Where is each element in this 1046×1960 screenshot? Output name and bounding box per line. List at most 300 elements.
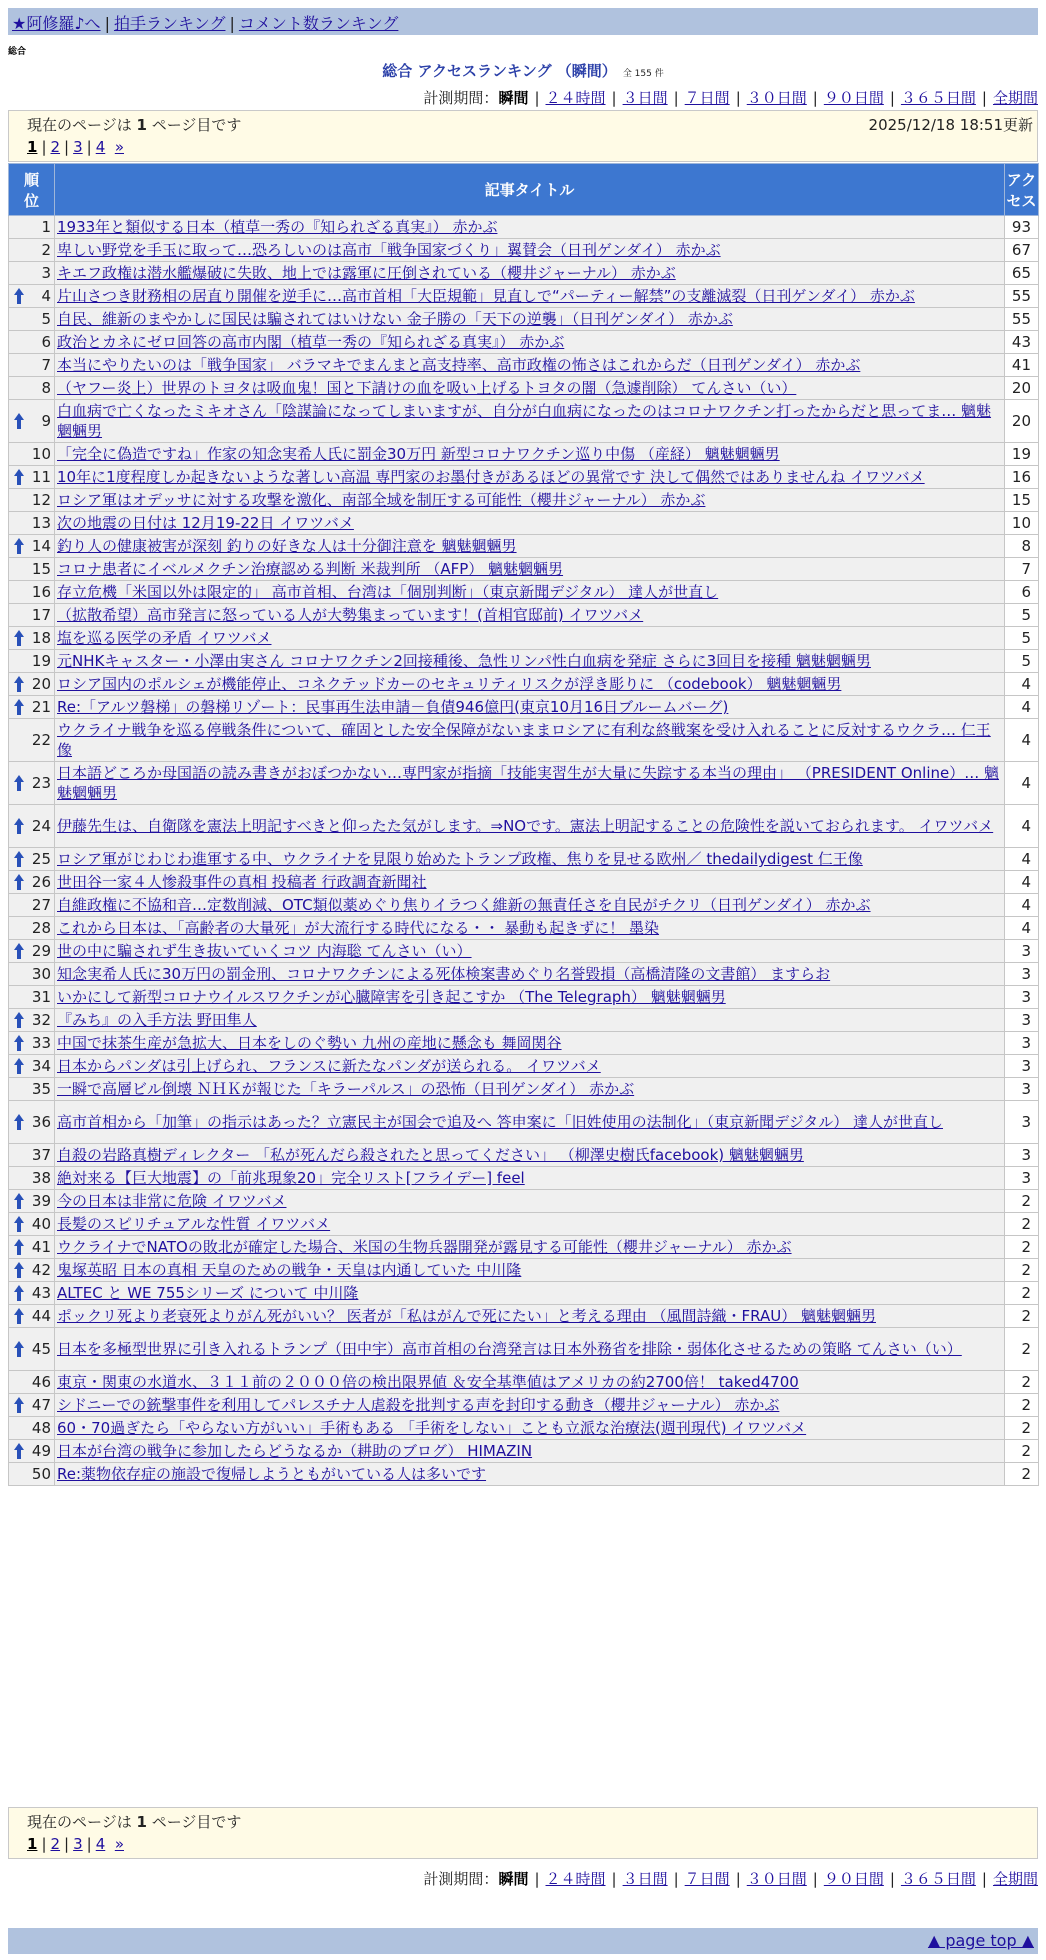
rank-number: 14 <box>31 537 51 555</box>
article-title-link[interactable]: いかにして新型コロナウイルスワクチンが心臓障害を引き起こすか （The Telegraph） 魑魅魍魎男 <box>57 988 726 1006</box>
rank-cell <box>9 604 55 627</box>
nav-link-asyura[interactable]: ★阿修羅♪へ <box>12 14 101 33</box>
access-count: 3 <box>1005 1167 1039 1190</box>
title-cell <box>55 650 1005 673</box>
article-title-link[interactable]: Re:「アルツ磐梯」の磐梯リゾート：民事再生法申請－負債946億円(東京10月16日ブルームバーグ) <box>57 698 729 716</box>
period-current: 瞬間 <box>498 89 529 107</box>
up-arrow-icon <box>13 412 25 430</box>
rank-cell <box>9 1101 55 1144</box>
article-title-link[interactable]: 日本を多極型世界に引き入れるトランプ（田中宇）高市首相の台湾発言は日本外務省を排除・弱体化させるための策略 てんさい（い） <box>57 1340 962 1358</box>
up-arrow-icon <box>13 1340 25 1358</box>
period-option[interactable]: ３６５日間 <box>900 89 976 107</box>
period-option[interactable]: ９０日間 <box>823 89 884 107</box>
title-cell <box>55 696 1005 719</box>
access-count: 3 <box>1005 1009 1039 1032</box>
rank-number: 40 <box>31 1215 51 1233</box>
table-row <box>9 673 1039 696</box>
period-separator: | <box>611 1870 617 1888</box>
table-row <box>9 558 1039 581</box>
nav-separator: | <box>104 14 110 33</box>
article-title-link[interactable]: 次の地震の日付は 12月19-22日 イワツバメ <box>57 514 354 532</box>
article-title-link[interactable]: 元NHKキャスター・小澤由実さん コロナワクチン2回接種後、急性リンパ性白血病を発症 さらに3回目を接種 魑魅魍魎男 <box>57 652 871 670</box>
article-title-link[interactable]: 日本が台湾の戦争に参加したらどうなるか（耕助のブログ） HIMAZIN <box>57 1442 533 1460</box>
page-separator: | <box>64 138 70 156</box>
article-title-link[interactable]: 60・70過ぎたら「やらない方がいい」手術もある 「手術をしない」ことも立派な治療法(週刊現代) イワツバメ <box>57 1419 807 1437</box>
rank-number: 44 <box>31 1307 51 1325</box>
rank-number: 37 <box>31 1146 51 1164</box>
ranking-title <box>0 60 1046 81</box>
article-title-link[interactable]: 卑しい野党を手玉に取って…恐ろしいのは高市「戦争国家づくり」翼賛会（日刊ゲンダイ） 赤かぶ <box>57 241 721 259</box>
up-arrow-icon <box>13 1284 25 1302</box>
access-count: 2 <box>1005 1371 1039 1394</box>
table-row <box>9 535 1039 558</box>
title-cell <box>55 512 1005 535</box>
nav-link-comment-ranking[interactable]: コメント数ランキング <box>238 14 399 33</box>
rank-cell <box>9 466 55 489</box>
rank-cell <box>9 1167 55 1190</box>
table-row <box>9 443 1039 466</box>
article-title-link[interactable]: 「完全に偽造ですね」作家の知念実希人氏に罰金30万円 新型コロナワクチン巡り中傷 （産経） 魑魅魍魎男 <box>57 445 780 463</box>
rank-number: 6 <box>41 333 51 351</box>
rank-cell <box>9 894 55 917</box>
access-count: 4 <box>1005 894 1039 917</box>
table-row <box>9 1440 1039 1463</box>
rank-number: 24 <box>31 817 51 835</box>
title-cell <box>55 262 1005 285</box>
page-info-top <box>8 110 1038 162</box>
rank-number: 19 <box>31 652 51 670</box>
table-row <box>9 871 1039 894</box>
title-cell <box>55 963 1005 986</box>
title-cell <box>55 331 1005 354</box>
access-count: 2 <box>1005 1190 1039 1213</box>
rank-cell <box>9 805 55 848</box>
table-row <box>9 489 1039 512</box>
up-arrow-icon <box>13 468 25 486</box>
rank-cell <box>9 512 55 535</box>
current-page-number: 1 <box>136 116 147 134</box>
rank-cell <box>9 1236 55 1259</box>
rank-cell <box>9 377 55 400</box>
article-title-link[interactable]: ロシア国内のポルシェが機能停止、コネクテッドカーのセキュリティリスクが浮き彫りに （codebook） 魑魅魍魎男 <box>57 675 842 693</box>
up-arrow-icon <box>13 1215 25 1233</box>
period-option[interactable]: ７日間 <box>684 1870 730 1888</box>
title-cell <box>55 986 1005 1009</box>
rank-cell <box>9 986 55 1009</box>
header-rank-line1: 順 <box>23 170 39 189</box>
pagination-bottom <box>27 1835 124 1853</box>
up-arrow-icon <box>13 1113 25 1131</box>
access-count: 4 <box>1005 871 1039 894</box>
up-arrow-icon <box>13 1261 25 1279</box>
rank-number: 25 <box>31 850 51 868</box>
rank-cell <box>9 1190 55 1213</box>
rank-cell <box>9 443 55 466</box>
title-cell <box>55 581 1005 604</box>
article-title-link[interactable]: 絶対来る【巨大地震】の「前兆現象20」完全リスト[フライデー] feel <box>57 1169 525 1187</box>
article-title-link[interactable]: 世の中に騙されず生き抜いていくコツ 内海聡 てんさい（い） <box>57 942 472 960</box>
title-cell <box>55 673 1005 696</box>
period-option[interactable]: ３０日間 <box>746 89 807 107</box>
period-separator: | <box>534 1870 540 1888</box>
access-count: 16 <box>1005 466 1039 489</box>
rank-cell <box>9 627 55 650</box>
title-cell <box>55 604 1005 627</box>
current-page-prefix-bottom: 現在のページは <box>27 1813 132 1831</box>
access-count: 2 <box>1005 1328 1039 1371</box>
rank-cell <box>9 1259 55 1282</box>
title-cell <box>55 1440 1005 1463</box>
rank-cell <box>9 308 55 331</box>
table-row <box>9 216 1039 239</box>
access-count: 2 <box>1005 1282 1039 1305</box>
rank-number: 10 <box>31 445 51 463</box>
period-separator: | <box>981 1870 987 1888</box>
title-cell <box>55 1463 1005 1486</box>
rank-cell <box>9 354 55 377</box>
rank-cell <box>9 1371 55 1394</box>
access-count: 2 <box>1005 1259 1039 1282</box>
table-row <box>9 894 1039 917</box>
article-title-link[interactable]: シドニーでの銃撃事件を利用してパレスチナ人虐殺を批判する声を封印する動き（櫻井ジャーナル） 赤かぶ <box>57 1396 780 1414</box>
pagination-top <box>27 138 124 156</box>
title-cell <box>55 1101 1005 1144</box>
title-cell <box>55 489 1005 512</box>
article-title-link[interactable]: コロナ患者にイベルメクチン治療認める判断 米裁判所 （AFP） 魑魅魍魎男 <box>57 560 564 578</box>
table-row <box>9 400 1039 443</box>
rank-cell <box>9 1440 55 1463</box>
article-title-link[interactable]: 1933年と類似する日本（植草一秀の『知られざる真実』） 赤かぶ <box>57 218 498 236</box>
rank-cell <box>9 917 55 940</box>
access-count: 3 <box>1005 986 1039 1009</box>
access-count: 93 <box>1005 216 1039 239</box>
ranking-total-count: 全 155 件 <box>622 69 664 79</box>
rank-cell <box>9 558 55 581</box>
table-row <box>9 848 1039 871</box>
article-title-link[interactable]: 長髪のスピリチュアルな性質 イワツバメ <box>57 1215 331 1233</box>
article-title-link[interactable]: 釣り人の健康被害が深刻 釣りの好きな人は十分御注意を 魑魅魍魎男 <box>57 537 517 555</box>
period-option[interactable]: ３日間 <box>622 89 668 107</box>
access-count: 4 <box>1005 805 1039 848</box>
header-title: 記事タイトル <box>55 164 1005 216</box>
rank-number: 41 <box>31 1238 51 1256</box>
table-row <box>9 1236 1039 1259</box>
article-title-link[interactable]: 知念実希人氏に30万円の罰金刑、コロナワクチンによる死体検案書めぐり名誉毀損（高橋清隆の文書館） ますらお <box>57 965 831 983</box>
title-cell <box>55 558 1005 581</box>
page-link[interactable]: 4 <box>95 1835 106 1853</box>
period-separator: | <box>735 89 741 107</box>
period-separator: | <box>673 89 679 107</box>
article-title-link[interactable]: 存立危機「米国以外は限定的」 高市首相、台湾は「個別判断」（東京新聞デジタル） 達人が世直し <box>57 583 719 601</box>
rank-number: 20 <box>31 675 51 693</box>
period-option[interactable]: ７日間 <box>684 89 730 107</box>
period-selector-top <box>423 87 1038 108</box>
title-cell <box>55 1144 1005 1167</box>
article-title-link[interactable]: ウクライナでNATOの敗北が確定した場合、米国の生物兵器開発が露見する可能性（櫻井ジャーナル） 赤かぶ <box>57 1238 792 1256</box>
period-option[interactable]: ３０日間 <box>746 1870 807 1888</box>
rank-number: 31 <box>31 988 51 1006</box>
access-count: 2 <box>1005 1440 1039 1463</box>
table-row <box>9 262 1039 285</box>
page-link[interactable]: 4 <box>95 138 106 156</box>
category-label: 総合 <box>8 47 27 57</box>
current-page-text-bottom <box>27 1811 241 1832</box>
article-title-link[interactable]: Re:薬物依存症の施設で復帰しようともがいている人は多いです <box>57 1465 487 1483</box>
rank-number: 7 <box>41 356 51 374</box>
rank-number: 39 <box>31 1192 51 1210</box>
table-row <box>9 1144 1039 1167</box>
rank-number: 26 <box>31 873 51 891</box>
title-cell <box>55 216 1005 239</box>
period-separator: | <box>812 89 818 107</box>
page-next-link[interactable]: » <box>114 138 124 156</box>
rank-cell <box>9 489 55 512</box>
rank-number: 4 <box>41 287 51 305</box>
title-cell <box>55 1055 1005 1078</box>
header-rank <box>9 164 55 216</box>
rank-cell <box>9 848 55 871</box>
title-cell <box>55 1167 1005 1190</box>
article-title-link[interactable]: 塩を巡る医学の矛盾 イワツバメ <box>57 629 272 647</box>
access-count: 2 <box>1005 1394 1039 1417</box>
rank-cell <box>9 696 55 719</box>
table-row <box>9 1078 1039 1101</box>
access-count: 2 <box>1005 1213 1039 1236</box>
access-count: 4 <box>1005 848 1039 871</box>
table-row <box>9 1259 1039 1282</box>
title-cell <box>55 1213 1005 1236</box>
title-cell <box>55 377 1005 400</box>
table-row <box>9 963 1039 986</box>
article-title-link[interactable]: 自維政権に不協和音…定数削減、OTC類似薬めぐり焦りイラつく維新の無責任さを自民がチクリ（日刊ゲンダイ） 赤かぶ <box>57 896 871 914</box>
rank-number: 29 <box>31 942 51 960</box>
period-separator: | <box>735 1870 741 1888</box>
title-cell <box>55 627 1005 650</box>
rank-cell <box>9 719 55 762</box>
period-option[interactable]: 全期間 <box>992 89 1038 107</box>
page-spacer <box>105 138 115 156</box>
table-row <box>9 308 1039 331</box>
rank-number: 33 <box>31 1034 51 1052</box>
article-title-link[interactable]: キエフ政権は潜水艦爆破に失敗、地上では露軍に圧倒されている（櫻井ジャーナル） 赤かぶ <box>57 264 676 282</box>
access-count: 3 <box>1005 963 1039 986</box>
header-count-line1: アク <box>1006 170 1037 189</box>
table-row <box>9 917 1039 940</box>
page-link[interactable]: 3 <box>73 1835 83 1853</box>
access-count: 55 <box>1005 308 1039 331</box>
rank-number: 11 <box>31 468 51 486</box>
title-cell <box>55 308 1005 331</box>
page-top-link[interactable]: ▲ page top ▲ <box>927 1931 1034 1950</box>
access-count: 4 <box>1005 696 1039 719</box>
access-count: 20 <box>1005 377 1039 400</box>
page-link[interactable]: 3 <box>73 138 83 156</box>
article-title-link[interactable]: 日本語どころか母国語の読み書きがおぼつかない…専門家が指摘「技能実習生が大量に失踪する本当の理由」 （PRESIDENT Online）… 魑魅魍魎男 <box>57 764 999 802</box>
up-arrow-icon <box>13 1192 25 1210</box>
nav-link-clap-ranking[interactable]: 拍手ランキング <box>113 14 226 33</box>
access-count: 55 <box>1005 285 1039 308</box>
page-next-link[interactable]: » <box>114 1835 124 1853</box>
article-title-link[interactable]: ウクライナ戦争を巡る停戦条件について、確固とした安全保障がないままロシアに有利な終戦案を受け入れることに反対するウクラ… 仁王像 <box>57 721 991 759</box>
article-title-link[interactable]: 東京・関東の水道水、３１１前の２０００倍の検出限界値 ＆安全基準値はアメリカの約2700倍！ taked4700 <box>57 1373 799 1391</box>
rank-cell <box>9 762 55 805</box>
rank-number: 16 <box>31 583 51 601</box>
access-count: 5 <box>1005 627 1039 650</box>
table-row <box>9 331 1039 354</box>
article-title-link[interactable]: 鬼塚英昭 日本の真相 天皇のための戦争・天皇は内通していた 中川隆 <box>57 1261 522 1279</box>
title-cell <box>55 871 1005 894</box>
table-row <box>9 1101 1039 1144</box>
up-arrow-icon <box>13 287 25 305</box>
table-row <box>9 650 1039 673</box>
page-separator: | <box>41 1835 47 1853</box>
ranking-title-text: 総合 アクセスランキング （瞬間） <box>382 62 617 80</box>
current-page-number-bottom: 1 <box>136 1813 147 1831</box>
title-cell <box>55 1009 1005 1032</box>
page-current: 1 <box>27 138 38 156</box>
title-cell <box>55 1190 1005 1213</box>
rank-number: 13 <box>31 514 51 532</box>
rank-cell <box>9 673 55 696</box>
header-count-line2: セス <box>1006 191 1037 210</box>
period-option[interactable]: ２４時間 <box>545 89 606 107</box>
up-arrow-icon <box>13 1396 25 1414</box>
up-arrow-icon <box>13 1034 25 1052</box>
rank-number: 9 <box>41 412 51 430</box>
page-current: 1 <box>27 1835 38 1853</box>
article-title-link[interactable]: 自民、維新のまやかしに国民は騙されてはいけない 金子勝の「天下の逆襲」（日刊ゲンダイ） 赤かぶ <box>57 310 733 328</box>
article-title-link[interactable]: 中国で抹茶生産が急拡大、日本をしのぐ勢い 九州の産地に懸念も 舞岡関谷 <box>57 1034 562 1052</box>
rank-cell <box>9 216 55 239</box>
period-option[interactable]: 全期間 <box>992 1870 1038 1888</box>
table-row <box>9 1190 1039 1213</box>
access-count: 4 <box>1005 762 1039 805</box>
article-title-link[interactable]: 『みち』の入手方法 野田隼人 <box>57 1011 257 1029</box>
rank-number: 18 <box>31 629 51 647</box>
table-row <box>9 354 1039 377</box>
access-count: 8 <box>1005 535 1039 558</box>
access-count: 2 <box>1005 1417 1039 1440</box>
rank-number: 45 <box>31 1340 51 1358</box>
article-title-link[interactable]: 世田谷一家４人惨殺事件の真相 投稿者 行政調査新聞社 <box>57 873 427 891</box>
access-count: 2 <box>1005 1305 1039 1328</box>
title-cell <box>55 1032 1005 1055</box>
table-row <box>9 1394 1039 1417</box>
rank-number: 5 <box>41 310 51 328</box>
article-title-link[interactable]: 政治とカネにゼロ回答の高市内閣（植草一秀の『知られざる真実』） 赤かぶ <box>57 333 565 351</box>
article-title-link[interactable]: 本当にやりたいのは「戦争国家」 バラマキでまんまと高支持率、高市政権の怖さはこれからだ（日刊ゲンダイ） 赤かぶ <box>57 356 861 374</box>
title-cell <box>55 762 1005 805</box>
article-title-link[interactable]: 今の日本は非常に危険 イワツバメ <box>57 1192 287 1210</box>
period-option[interactable]: ３６５日間 <box>900 1870 976 1888</box>
title-cell <box>55 1417 1005 1440</box>
table-row <box>9 377 1039 400</box>
table-row <box>9 604 1039 627</box>
rank-number: 43 <box>31 1284 51 1302</box>
article-title-link[interactable]: （ヤフー炎上）世界のトヨタは吸血鬼！国と下請けの血を吸い上げるトヨタの闇（急遽削除） てんさい（い） <box>57 379 797 397</box>
period-separator: | <box>889 1870 895 1888</box>
current-page-suffix-bottom: ページ目です <box>151 1813 242 1831</box>
period-separator: | <box>534 89 540 107</box>
article-title-link[interactable]: これから日本は、「高齢者の大量死」が大流行する時代になる・・ 暴動も起きずに！ 墨染 <box>57 919 660 937</box>
access-count: 7 <box>1005 558 1039 581</box>
table-row <box>9 805 1039 848</box>
rank-number: 50 <box>31 1465 51 1483</box>
page-link[interactable]: 2 <box>50 138 61 156</box>
up-arrow-icon <box>13 629 25 647</box>
rank-number: 30 <box>31 965 51 983</box>
article-title-link[interactable]: 高市首相から「加筆」の指示はあった？立憲民主が国会で追及へ 答申案に「旧姓使用の法制化」（東京新聞デジタル） 達人が世直し <box>57 1113 943 1131</box>
rank-cell <box>9 1282 55 1305</box>
rank-number: 27 <box>31 896 51 914</box>
table-row <box>9 581 1039 604</box>
period-option[interactable]: ３日間 <box>622 1870 668 1888</box>
article-title-link[interactable]: 自殺の岩路真樹ディレクター 「私が死んだら殺されたと思ってください」 （柳澤史樹氏facebook) 魑魅魍魎男 <box>57 1146 804 1164</box>
access-count: 5 <box>1005 604 1039 627</box>
title-cell <box>55 1328 1005 1371</box>
access-count: 19 <box>1005 443 1039 466</box>
up-arrow-icon <box>13 675 25 693</box>
access-count: 20 <box>1005 400 1039 443</box>
title-cell <box>55 1371 1005 1394</box>
rank-cell <box>9 331 55 354</box>
article-title-link[interactable]: 白血病で亡くなったミキオさん「陰謀論になってしまいますが、自分が白血病になったのはコロナワクチン打ったからだと思ってま… 魑魅魍魎男 <box>57 402 992 440</box>
article-title-link[interactable]: ロシア軍はオデッサに対する攻撃を激化、南部全域を制圧する可能性（櫻井ジャーナル） 赤かぶ <box>57 491 706 509</box>
table-header-row <box>9 164 1039 216</box>
period-separator: | <box>812 1870 818 1888</box>
page-separator: | <box>86 138 92 156</box>
header-rank-line2: 位 <box>23 191 39 210</box>
article-title-link[interactable]: ポックリ死より老衰死よりがん死がいい？ 医者が「私はがんで死にたい」と考える理由 （風間詩織・FRAU） 魑魅魍魎男 <box>57 1307 876 1325</box>
title-cell <box>55 848 1005 871</box>
up-arrow-icon <box>13 1307 25 1325</box>
article-title-link[interactable]: 日本からパンダは引上げられ、フランスに新たなパンダが送られる。 イワツバメ <box>57 1057 601 1075</box>
table-row <box>9 719 1039 762</box>
access-count: 3 <box>1005 1144 1039 1167</box>
period-option[interactable]: ９０日間 <box>823 1870 884 1888</box>
title-cell <box>55 719 1005 762</box>
access-count: 3 <box>1005 940 1039 963</box>
table-row <box>9 1032 1039 1055</box>
article-title-link[interactable]: 片山さつき財務相の居直り開催を逆手に…高市首相「大臣規範」見直しで“パーティー解禁”の支離滅裂（日刊ゲンダイ） 赤かぶ <box>57 287 915 305</box>
rank-number: 3 <box>41 264 51 282</box>
rank-number: 32 <box>31 1011 51 1029</box>
access-count: 3 <box>1005 1101 1039 1144</box>
title-cell <box>55 1282 1005 1305</box>
article-title-link[interactable]: ALTEC と WE 755シリーズ について 中川隆 <box>57 1284 359 1302</box>
rank-number: 34 <box>31 1057 51 1075</box>
up-arrow-icon <box>13 817 25 835</box>
title-cell <box>55 917 1005 940</box>
page-link[interactable]: 2 <box>50 1835 61 1853</box>
page-info-bottom <box>8 1807 1038 1859</box>
rank-number: 12 <box>31 491 51 509</box>
page-spacer <box>105 1835 115 1853</box>
title-cell <box>55 805 1005 848</box>
period-separator: | <box>889 89 895 107</box>
period-option[interactable]: ２４時間 <box>545 1870 606 1888</box>
rank-number: 22 <box>31 731 51 749</box>
article-title-link[interactable]: （拡散希望）高市発言に怒っている人が大勢集まっています！(首相官邸前) イワツバメ <box>57 606 644 624</box>
access-count: 5 <box>1005 650 1039 673</box>
article-title-link[interactable]: ロシア軍がじわじわ進軍する中、ウクライナを見限り始めたトランプ政権、焦りを見せる欧州／ thedailydigest 仁王像 <box>57 850 863 868</box>
article-title-link[interactable]: 10年に1度程度しか起きないような著しい高温 専門家のお墨付きがあるほどの異常です 決して偶然ではありませんね イワツバメ <box>57 468 925 486</box>
table-row <box>9 696 1039 719</box>
period-current: 瞬間 <box>498 1870 529 1888</box>
rank-cell <box>9 650 55 673</box>
article-title-link[interactable]: 一瞬で高層ビル倒壊 ＮＨＫが報じた「キラーパルス」の恐怖（日刊ゲンダイ） 赤かぶ <box>57 1080 635 1098</box>
article-title-link[interactable]: 伊藤先生は、自衛隊を憲法上明記すべきと仰ったた気がします。⇒NOです。憲法上明記することの危険性を説いておられます。 イワツバメ <box>57 817 994 835</box>
